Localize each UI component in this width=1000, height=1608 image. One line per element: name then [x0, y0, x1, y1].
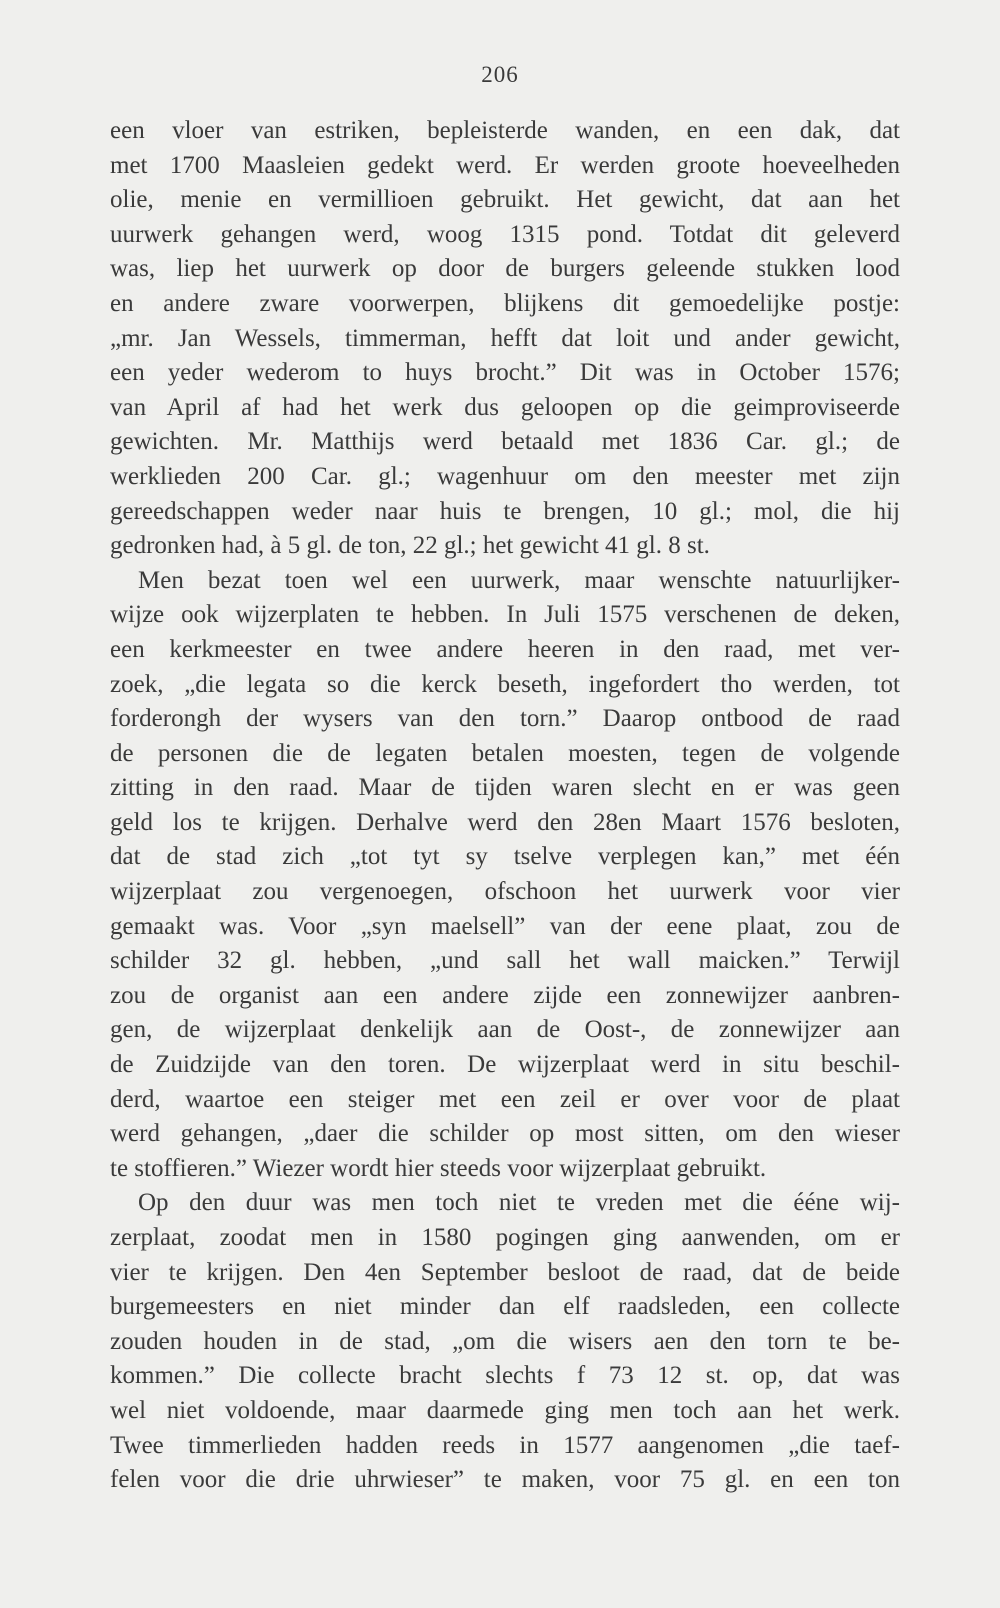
text-line: gewichten. Mr. Matthijs werd betaald met 1836 Car. gl.; de	[110, 428, 900, 456]
body-text	[110, 114, 900, 1498]
text-line: gereedschappen weder naar huis te brengen, 10 gl.; mol, die hij	[110, 497, 900, 525]
text-line: zouden houden in de stad, „om die wisers aen den torn te be-	[110, 1327, 900, 1355]
text-line: Men bezat toen wel een uurwerk, maar wenschte natuurlijker-	[138, 566, 900, 594]
text-line: was, liep het uurwerk op door de burgers geleende stukken lood	[110, 255, 900, 283]
text-line: wijze ook wijzerplaten te hebben. In Juli 1575 verschenen de deken,	[110, 601, 900, 629]
text-line: uurwerk gehangen werd, woog 1315 pond. Totdat dit geleverd	[110, 220, 900, 248]
text-line: olie, menie en vermillioen gebruikt. Het gewicht, dat aan het	[110, 186, 900, 214]
text-line: een vloer van estriken, bepleisterde wanden, en een dak, dat	[110, 117, 900, 144]
text-line: een yeder wederom to huys brocht.” Dit was in October 1576;	[110, 359, 900, 387]
text-line: gedronken had, à 5 gl. de ton, 22 gl.; het gewicht 41 gl. 8 st.	[110, 532, 710, 560]
text-line: burgemeesters en niet minder dan elf raadsleden, een collecte	[110, 1293, 900, 1321]
text-line: forderongh der wysers van den torn.” Daarop ontbood de raad	[110, 705, 900, 733]
text-line: geld los te krijgen. Derhalve werd den 28en Maart 1576 besloten,	[110, 808, 900, 836]
text-line: kommen.” Die collecte bracht slechts f 73 12 st. op, dat was	[110, 1362, 900, 1390]
text-line: van April af had het werk dus geloopen op die geimproviseerde	[110, 393, 900, 421]
text-line: met 1700 Maasleien gedekt werd. Er werden groote hoeveelheden	[110, 151, 900, 179]
text-line: zoek, „die legata so die kerck beseth, ingefordert tho werden, tot	[110, 670, 900, 698]
text-line: gemaakt was. Voor „syn maelsell” van der eene plaat, zou de	[110, 912, 900, 940]
text-line: en andere zware voorwerpen, blijkens dit gemoedelijke postje:	[110, 289, 900, 317]
text-line: werklieden 200 Car. gl.; wagenhuur om den meester met zijn	[110, 462, 900, 490]
text-line: werd gehangen, „daer die schilder op most sitten, om den wieser	[110, 1120, 900, 1148]
text-line: te stoffieren.” Wiezer wordt hier steeds voor wijzerplaat gebruikt.	[110, 1154, 767, 1182]
text-line: „mr. Jan Wessels, timmerman, hefft dat loit und ander gewicht,	[110, 324, 900, 352]
text-line: schilder 32 gl. hebben, „und sall het wall maicken.” Terwijl	[110, 947, 900, 975]
text-line: de personen die de legaten betalen moesten, tegen de volgende	[110, 739, 900, 767]
text-line: zitting in den raad. Maar de tijden waren slecht en er was geen	[110, 774, 900, 802]
text-line: wijzerplaat zou vergenoegen, ofschoon het uurwerk voor vier	[110, 878, 900, 906]
text-line: gen, de wijzerplaat denkelijk aan de Oost-, de zonnewijzer aan	[110, 1016, 900, 1044]
text-line: zerplaat, zoodat men in 1580 pogingen ging aanwenden, om er	[110, 1224, 900, 1251]
text-line: de Zuidzijde van den toren. De wijzerplaat werd in situ beschil-	[110, 1051, 900, 1079]
text-line: zou de organist aan een andere zijde een zonnewijzer aanbren-	[110, 981, 900, 1009]
text-line: Op den duur was men toch niet te vreden met die ééne wij-	[138, 1189, 900, 1217]
text-line: derd, waartoe een steiger met een zeil er over voor de plaat	[110, 1085, 900, 1113]
text-line: wel niet voldoende, maar daarmede ging men toch aan het werk.	[110, 1396, 900, 1424]
text-line: vier te krijgen. Den 4en September besloot de raad, dat de beide	[110, 1258, 900, 1286]
text-line: dat de stad zich „tot tyt sy tselve verplegen kan,” met één	[110, 843, 900, 871]
page-number: 206	[481, 62, 519, 87]
text-line: een kerkmeester en twee andere heeren in den raad, met ver-	[110, 635, 900, 663]
text-line: felen voor die drie uhrwieser” te maken, voor 75 gl. en een ton	[110, 1466, 900, 1494]
text-line: Twee timmerlieden hadden reeds in 1577 aangenomen „die taef-	[110, 1431, 900, 1459]
